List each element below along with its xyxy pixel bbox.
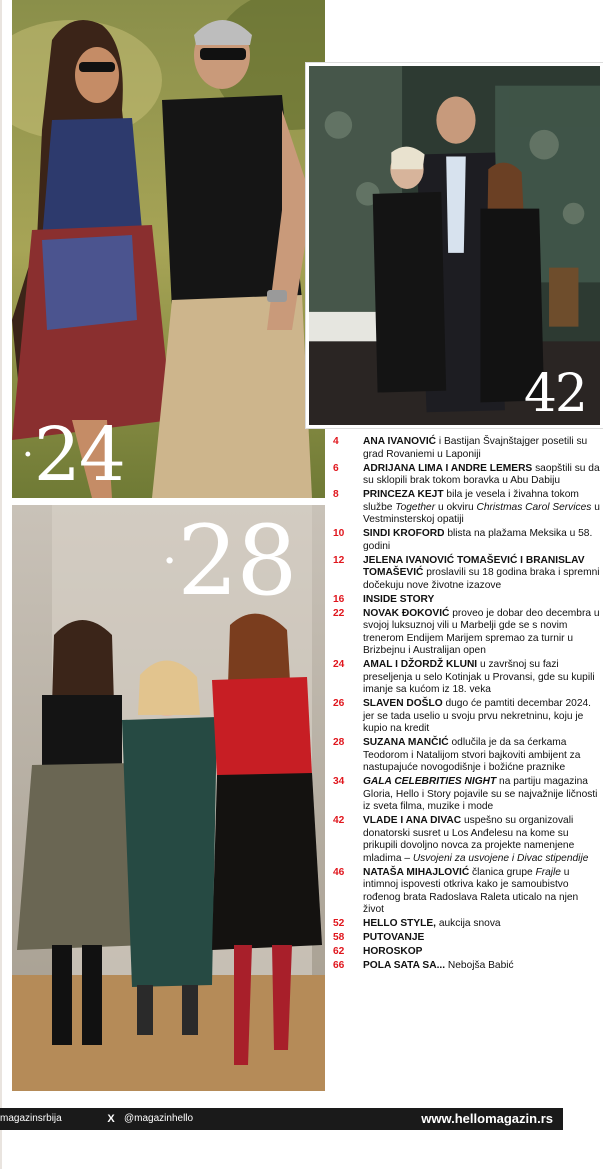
toc-text-segment: na partiju magazina Gloria, Hello i Story pojavile su se najvažnije ličnosti iz sveta filma, muzike i mode bbox=[363, 776, 598, 812]
toc-entry[interactable] bbox=[333, 436, 601, 461]
photo-three-women bbox=[12, 505, 325, 1091]
toc-text-segment: blista na plažama Meksika u 58. godini bbox=[363, 528, 593, 552]
toc-text-segment: u Vestminsterskoj opatiji bbox=[363, 501, 600, 525]
toc-headline: HOROSKOP bbox=[363, 946, 423, 957]
toc-text-segment: u intimnoj ispovesti otkriva kako je samoubistvo rođenog brata Radoslava Raleta uticalo na njen život bbox=[363, 866, 579, 915]
toc-entry[interactable] bbox=[333, 776, 601, 814]
toc-headline: INSIDE STORY bbox=[363, 593, 435, 605]
toc-description bbox=[363, 594, 601, 607]
photo-group-gallery bbox=[306, 63, 603, 428]
toc-text-segment: Together bbox=[395, 501, 436, 513]
toc-text-segment: Nebojša Babić bbox=[445, 960, 514, 971]
toc-page-number: 42 bbox=[333, 815, 345, 826]
toc-description bbox=[363, 737, 601, 775]
toc-page-number: 46 bbox=[333, 866, 345, 878]
toc-text-segment: odlučila je da sa ćerkama Teodorom i Natalijom stvori bajkoviti ambijent za nastupajuće novogodišnje i božićne praznike bbox=[363, 737, 581, 773]
toc-entry[interactable] bbox=[333, 608, 601, 658]
toc-description bbox=[363, 946, 601, 959]
x-logo-icon: X bbox=[107, 1113, 115, 1125]
toc-entry[interactable] bbox=[333, 867, 601, 917]
x-handle[interactable]: @magazinhello bbox=[124, 1113, 194, 1124]
toc-text-segment: Usvojeni za usvojene i Divac stipendije bbox=[412, 852, 589, 864]
page-number-42: 42 bbox=[523, 364, 586, 424]
website-url[interactable]: www.hellomagazin.rs bbox=[421, 1111, 553, 1126]
toc-text-segment: aukcija snova bbox=[436, 918, 501, 929]
toc-text-segment: uspešno su organizovali donatorski susret u Los Anđelesu na kome su prikupili dovoljno novca za projekte namenjene mladima – bbox=[363, 815, 575, 864]
toc-text-segment: i Bastijan Švajnštajger posetili su grad Rovaniemi u Laponiji bbox=[363, 436, 588, 460]
toc-headline: SINDI KROFORD bbox=[363, 528, 445, 539]
toc-text-segment: saopštili su da su sklopili brak tokom boravka u Abu Dabiju bbox=[363, 462, 600, 486]
toc-description bbox=[363, 436, 601, 461]
toc-text-segment: dugo će pamtiti decembar 2024. jer se tada uselio u svoju prvu nekretninu, koju je kupio na kredit bbox=[363, 698, 592, 734]
toc-description bbox=[363, 918, 601, 931]
toc-page-number: 6 bbox=[333, 462, 339, 474]
toc-entry[interactable] bbox=[333, 555, 601, 593]
toc-text-segment: u okviru bbox=[435, 501, 477, 513]
toc-description bbox=[363, 659, 601, 697]
toc-description bbox=[363, 555, 601, 593]
page-number-28: ·28 bbox=[162, 505, 296, 617]
toc-description bbox=[363, 698, 601, 736]
toc-page-number: 58 bbox=[333, 932, 345, 943]
toc-headline: JELENA IVANOVIĆ TOMAŠEVIĆ I BRANISLAV TOMAŠEVIĆ bbox=[363, 554, 585, 578]
toc-description bbox=[363, 776, 601, 814]
toc-page-number: 24 bbox=[333, 659, 345, 670]
toc-headline: ANA IVANOVIĆ bbox=[363, 436, 437, 447]
toc-text-segment: proveo je dobar deo decembra u svojoj luksuznoj vili u Marbelji gde se s novim trenerom Endijem Marijem spremao za turnir u Brizbejnu i Australijan open bbox=[363, 607, 600, 656]
toc-text-segment: bila je vesela i živahna tokom službe bbox=[363, 489, 579, 513]
instagram-handle[interactable]: magazinsrbija bbox=[0, 1113, 62, 1124]
toc-page-number: 12 bbox=[333, 554, 345, 566]
page-edge-rule bbox=[0, 0, 2, 1169]
toc-headline: SUZANA MANČIĆ bbox=[363, 737, 449, 748]
toc-entry[interactable] bbox=[333, 737, 601, 775]
toc-entry[interactable] bbox=[333, 528, 601, 553]
toc-description bbox=[363, 528, 601, 553]
toc-page-number: 10 bbox=[333, 528, 345, 539]
page-number-24: ·24 bbox=[22, 412, 124, 498]
toc-headline: AMAL I DŽORDŽ KLUNI bbox=[363, 659, 478, 670]
toc-entry[interactable] bbox=[333, 489, 601, 527]
toc-entry[interactable] bbox=[333, 698, 601, 736]
toc-headline: HELLO STYLE, bbox=[363, 918, 437, 929]
toc-headline: NOVAK ĐOKOVIĆ bbox=[363, 607, 450, 619]
toc-entry[interactable] bbox=[333, 918, 601, 931]
toc-entry[interactable] bbox=[333, 815, 601, 865]
toc-page-number: 4 bbox=[333, 436, 339, 447]
photo-couple-walking bbox=[12, 0, 325, 498]
toc-headline: ADRIJANA LIMA I ANDRE LEMERS bbox=[363, 462, 533, 474]
toc-entry[interactable] bbox=[333, 946, 601, 959]
toc-description bbox=[363, 608, 601, 658]
toc-entry[interactable] bbox=[333, 594, 601, 607]
toc-text-segment: u završnoj su fazi preseljenja u selo Kotinjak u Provansi, gde su kupili imanje sa kućom iz 18. veka bbox=[363, 659, 595, 695]
toc-headline: NATAŠA MIHAJLOVIĆ bbox=[363, 866, 470, 878]
toc-page-number: 34 bbox=[333, 776, 345, 787]
toc-page-number: 8 bbox=[333, 489, 339, 500]
toc-page-number: 62 bbox=[333, 946, 345, 957]
table-of-contents bbox=[333, 436, 601, 974]
toc-headline: GALA CELEBRITIES NIGHT bbox=[363, 776, 497, 787]
toc-entry[interactable] bbox=[333, 932, 601, 945]
toc-text-segment: proslavili su 18 godina braka i spremni dočekuju nove životne izazove bbox=[363, 567, 600, 591]
toc-text-segment: članica grupe bbox=[469, 866, 536, 878]
toc-page-number: 66 bbox=[333, 960, 345, 971]
toc-description bbox=[363, 489, 601, 527]
toc-headline: SLAVEN DOŠLO bbox=[363, 698, 443, 709]
toc-headline: PRINCEZA KEJT bbox=[363, 489, 444, 500]
toc-description bbox=[363, 932, 601, 945]
toc-entry[interactable] bbox=[333, 960, 601, 973]
toc-headline: VLADE I ANA DIVAC bbox=[363, 815, 462, 826]
toc-description bbox=[363, 463, 601, 488]
toc-text-segment: Frajle bbox=[535, 866, 561, 878]
toc-page-number: 52 bbox=[333, 918, 345, 929]
toc-entry[interactable] bbox=[333, 463, 601, 488]
toc-description bbox=[363, 815, 601, 865]
toc-description bbox=[363, 867, 601, 917]
toc-entry[interactable] bbox=[333, 659, 601, 697]
toc-page-number: 16 bbox=[333, 593, 345, 605]
toc-page-number: 26 bbox=[333, 698, 345, 709]
toc-text-segment: Christmas Carol Services bbox=[476, 501, 592, 513]
toc-page-number: 28 bbox=[333, 737, 345, 748]
toc-headline: PUTOVANJE bbox=[363, 932, 425, 943]
toc-description bbox=[363, 960, 601, 973]
footer-social-bar bbox=[0, 1108, 563, 1130]
toc-headline: POLA SATA SA... bbox=[363, 960, 446, 971]
toc-page-number: 22 bbox=[333, 607, 345, 619]
